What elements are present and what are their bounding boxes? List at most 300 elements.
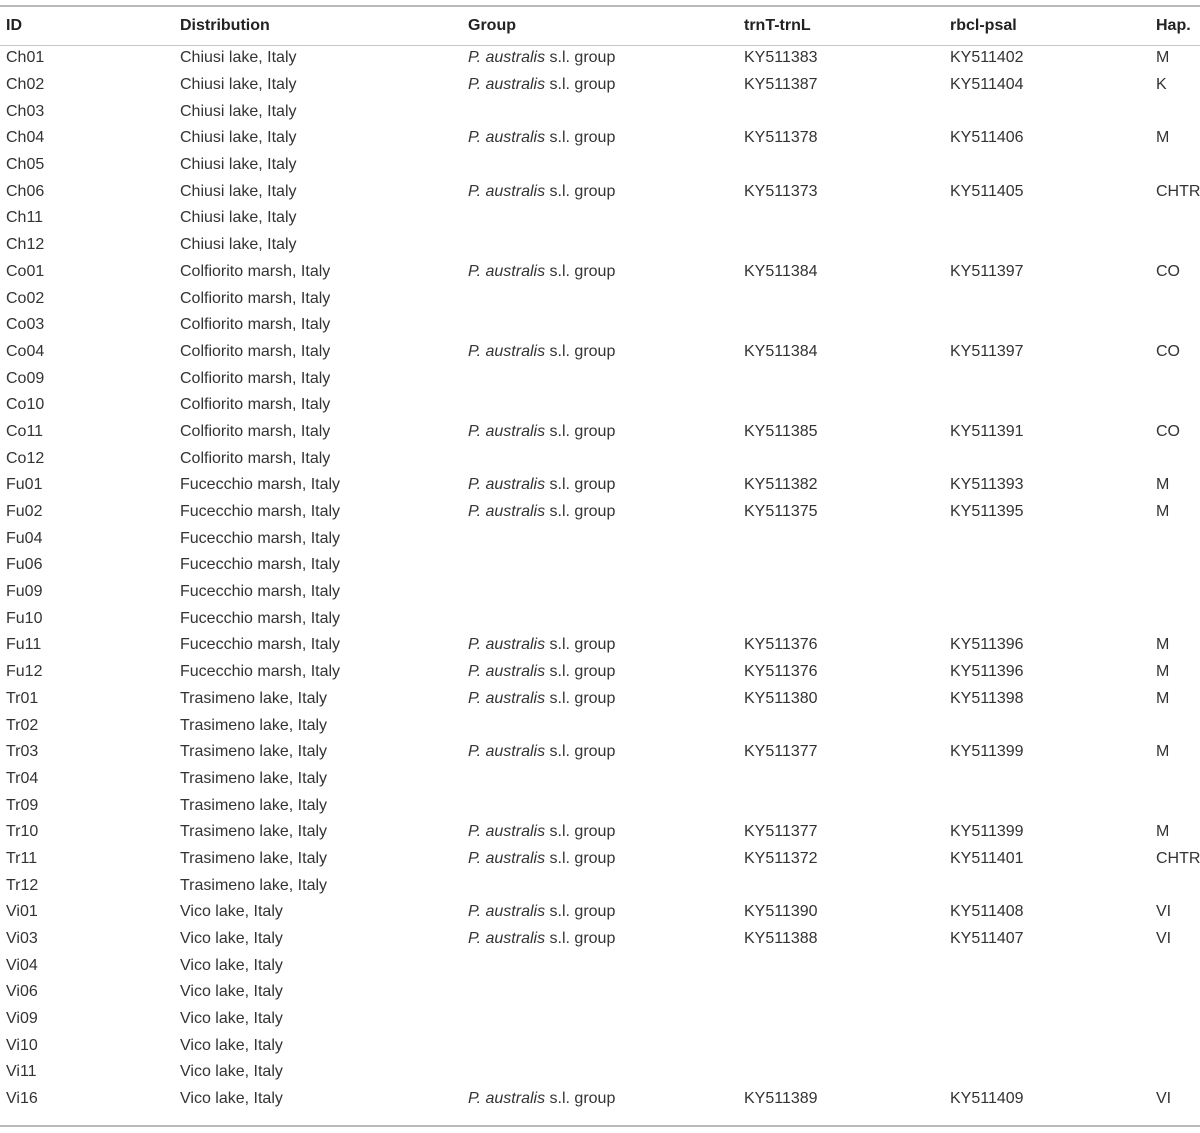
cell-group bbox=[468, 872, 744, 899]
cell-rbcl-psal bbox=[950, 98, 1156, 125]
species-name: P. australis bbox=[468, 1090, 546, 1108]
table-bottom-rule bbox=[0, 1125, 1200, 1127]
cell-id: Tr11 bbox=[6, 849, 38, 867]
cell-rbcl-psal bbox=[950, 579, 1156, 606]
cell-trnt-trnl: KY511387 bbox=[744, 76, 818, 94]
header-distribution: Distribution bbox=[180, 16, 270, 34]
cell-distribution: Chiusi lake, Italy bbox=[180, 76, 297, 94]
cell-distribution: Vico lake, Italy bbox=[180, 1036, 283, 1054]
cell-rbcl-psal: KY511401 bbox=[950, 849, 1024, 867]
cell-id: Vi03 bbox=[6, 930, 38, 948]
cell-distribution: Vico lake, Italy bbox=[180, 930, 283, 948]
table-row bbox=[0, 952, 1200, 979]
header-id: ID bbox=[6, 16, 22, 34]
table-row bbox=[0, 152, 1200, 179]
cell-distribution: Vico lake, Italy bbox=[180, 1090, 283, 1108]
cell-group bbox=[468, 819, 744, 846]
cell-trnt-trnl: KY511384 bbox=[744, 262, 818, 280]
cell-rbcl-psal bbox=[950, 365, 1156, 392]
table-row bbox=[0, 472, 1200, 499]
cell-distribution: Trasimeno lake, Italy bbox=[180, 796, 328, 814]
table-row bbox=[0, 1086, 1200, 1113]
group-suffix: s.l. group bbox=[545, 1090, 616, 1108]
cell-trnt-trnl bbox=[744, 952, 950, 979]
group-suffix: s.l. group bbox=[545, 49, 616, 67]
cell-id: Tr04 bbox=[6, 769, 39, 787]
cell-group bbox=[468, 712, 744, 739]
species-name: P. australis bbox=[468, 823, 546, 841]
cell-hap bbox=[1156, 312, 1200, 339]
cell-hap bbox=[1156, 872, 1200, 899]
cell-rbcl-psal: KY511404 bbox=[950, 76, 1024, 94]
cell-trnt-trnl bbox=[744, 552, 950, 579]
cell-hap bbox=[1156, 952, 1200, 979]
cell-distribution: Fucecchio marsh, Italy bbox=[180, 583, 341, 601]
cell-group bbox=[468, 525, 744, 552]
cell-group bbox=[468, 472, 744, 499]
species-name: P. australis bbox=[468, 342, 546, 360]
cell-distribution: Fucecchio marsh, Italy bbox=[180, 663, 341, 681]
cell-id: Tr02 bbox=[6, 716, 39, 734]
cell-id: Ch06 bbox=[6, 182, 45, 200]
table-row bbox=[0, 365, 1200, 392]
cell-id: Ch04 bbox=[6, 129, 45, 147]
cell-id: Vi06 bbox=[6, 983, 38, 1001]
table-row bbox=[0, 712, 1200, 739]
cell-trnt-trnl bbox=[744, 605, 950, 632]
cell-trnt-trnl bbox=[744, 525, 950, 552]
species-name: P. australis bbox=[468, 76, 546, 94]
cell-distribution: Vico lake, Italy bbox=[180, 1010, 283, 1028]
cell-rbcl-psal bbox=[950, 312, 1156, 339]
cell-trnt-trnl bbox=[744, 205, 950, 232]
table-row bbox=[0, 125, 1200, 152]
table-row bbox=[0, 766, 1200, 793]
cell-group bbox=[468, 392, 744, 419]
group-suffix: s.l. group bbox=[545, 503, 616, 521]
table-row bbox=[0, 899, 1200, 926]
cell-rbcl-psal bbox=[950, 445, 1156, 472]
species-name: P. australis bbox=[468, 129, 546, 147]
group-suffix: s.l. group bbox=[545, 743, 616, 761]
cell-hap bbox=[1156, 1006, 1200, 1033]
cell-id: Vi10 bbox=[6, 1036, 38, 1054]
cell-rbcl-psal bbox=[950, 285, 1156, 312]
cell-group bbox=[468, 72, 744, 99]
table-row bbox=[0, 979, 1200, 1006]
species-name: P. australis bbox=[468, 636, 546, 654]
cell-id: Fu02 bbox=[6, 503, 43, 521]
cell-trnt-trnl bbox=[744, 872, 950, 899]
cell-rbcl-psal bbox=[950, 1006, 1156, 1033]
cell-id: Fu11 bbox=[6, 636, 42, 654]
group-suffix: s.l. group bbox=[545, 129, 616, 147]
cell-rbcl-psal bbox=[950, 552, 1156, 579]
cell-hap bbox=[1156, 552, 1200, 579]
cell-hap bbox=[1156, 1032, 1200, 1059]
table-row bbox=[0, 552, 1200, 579]
header-group: Group bbox=[468, 16, 516, 34]
cell-distribution: Chiusi lake, Italy bbox=[180, 102, 297, 120]
table-row bbox=[0, 72, 1200, 99]
table-row bbox=[0, 392, 1200, 419]
cell-hap: M bbox=[1156, 823, 1170, 841]
header-hap: Hap. bbox=[1156, 16, 1191, 34]
cell-id: Co01 bbox=[6, 262, 45, 280]
cell-rbcl-psal bbox=[950, 605, 1156, 632]
cell-distribution: Colfiorito marsh, Italy bbox=[180, 369, 331, 387]
group-suffix: s.l. group bbox=[545, 636, 616, 654]
cell-hap: VI bbox=[1156, 1090, 1172, 1108]
cell-rbcl-psal: KY511391 bbox=[950, 422, 1024, 440]
cell-hap: VI bbox=[1156, 930, 1172, 948]
cell-hap bbox=[1156, 232, 1200, 259]
table-row bbox=[0, 1059, 1200, 1086]
species-name: P. australis bbox=[468, 422, 546, 440]
species-name: P. australis bbox=[468, 476, 546, 494]
cell-rbcl-psal bbox=[950, 872, 1156, 899]
cell-hap: VI bbox=[1156, 903, 1172, 921]
cell-rbcl-psal: KY511395 bbox=[950, 503, 1024, 521]
cell-distribution: Trasimeno lake, Italy bbox=[180, 823, 328, 841]
cell-group bbox=[468, 686, 744, 713]
cell-trnt-trnl bbox=[744, 312, 950, 339]
cell-hap bbox=[1156, 792, 1200, 819]
group-suffix: s.l. group bbox=[545, 823, 616, 841]
table-row bbox=[0, 525, 1200, 552]
table-row bbox=[0, 579, 1200, 606]
cell-trnt-trnl: KY511376 bbox=[744, 663, 818, 681]
cell-id: Vi11 bbox=[6, 1063, 37, 1081]
cell-distribution: Fucecchio marsh, Italy bbox=[180, 529, 341, 547]
cell-rbcl-psal: KY511409 bbox=[950, 1090, 1024, 1108]
cell-group bbox=[468, 312, 744, 339]
cell-trnt-trnl bbox=[744, 365, 950, 392]
cell-rbcl-psal: KY511396 bbox=[950, 636, 1024, 654]
cell-id: Tr10 bbox=[6, 823, 39, 841]
table-row bbox=[0, 792, 1200, 819]
cell-rbcl-psal: KY511397 bbox=[950, 262, 1024, 280]
cell-group bbox=[468, 339, 744, 366]
cell-group bbox=[468, 979, 744, 1006]
cell-group bbox=[468, 445, 744, 472]
cell-hap bbox=[1156, 98, 1200, 125]
table-body bbox=[0, 45, 1200, 1113]
cell-group bbox=[468, 926, 744, 953]
cell-trnt-trnl: KY511384 bbox=[744, 342, 818, 360]
cell-rbcl-psal bbox=[950, 1059, 1156, 1086]
table-row bbox=[0, 605, 1200, 632]
species-name: P. australis bbox=[468, 503, 546, 521]
cell-rbcl-psal: KY511405 bbox=[950, 182, 1024, 200]
group-suffix: s.l. group bbox=[545, 930, 616, 948]
species-name: P. australis bbox=[468, 930, 546, 948]
cell-id: Fu09 bbox=[6, 583, 43, 601]
cell-distribution: Fucecchio marsh, Italy bbox=[180, 556, 341, 574]
cell-rbcl-psal: KY511406 bbox=[950, 129, 1024, 147]
cell-rbcl-psal bbox=[950, 712, 1156, 739]
cell-group bbox=[468, 285, 744, 312]
group-suffix: s.l. group bbox=[545, 262, 616, 280]
cell-rbcl-psal bbox=[950, 792, 1156, 819]
group-suffix: s.l. group bbox=[545, 663, 616, 681]
cell-group bbox=[468, 178, 744, 205]
cell-group bbox=[468, 98, 744, 125]
cell-group bbox=[468, 899, 744, 926]
cell-hap bbox=[1156, 712, 1200, 739]
cell-hap: M bbox=[1156, 503, 1170, 521]
table-row bbox=[0, 1032, 1200, 1059]
cell-hap: CHTR bbox=[1156, 849, 1200, 867]
cell-distribution: Chiusi lake, Italy bbox=[180, 182, 297, 200]
cell-group bbox=[468, 1059, 744, 1086]
cell-rbcl-psal bbox=[950, 205, 1156, 232]
table-row bbox=[0, 419, 1200, 446]
cell-distribution: Fucecchio marsh, Italy bbox=[180, 636, 341, 654]
cell-group bbox=[468, 632, 744, 659]
cell-distribution: Fucecchio marsh, Italy bbox=[180, 503, 341, 521]
group-suffix: s.l. group bbox=[545, 182, 616, 200]
header-rbcl-psal: rbcl-psal bbox=[950, 16, 1017, 34]
table-row bbox=[0, 1006, 1200, 1033]
cell-rbcl-psal bbox=[950, 766, 1156, 793]
table-row bbox=[0, 445, 1200, 472]
cell-trnt-trnl: KY511377 bbox=[744, 743, 818, 761]
table-row bbox=[0, 285, 1200, 312]
table-row bbox=[0, 632, 1200, 659]
table-row bbox=[0, 872, 1200, 899]
table-row bbox=[0, 45, 1200, 72]
cell-id: Co02 bbox=[6, 289, 45, 307]
cell-id: Co11 bbox=[6, 422, 44, 440]
cell-id: Co09 bbox=[6, 369, 45, 387]
species-name: P. australis bbox=[468, 663, 546, 681]
cell-trnt-trnl bbox=[744, 1059, 950, 1086]
cell-hap bbox=[1156, 392, 1200, 419]
cell-hap: CO bbox=[1156, 262, 1180, 280]
cell-distribution: Colfiorito marsh, Italy bbox=[180, 289, 331, 307]
cell-group bbox=[468, 1086, 744, 1113]
cell-trnt-trnl: KY511376 bbox=[744, 636, 818, 654]
cell-group bbox=[468, 579, 744, 606]
cell-group bbox=[468, 499, 744, 526]
cell-group bbox=[468, 739, 744, 766]
cell-trnt-trnl: KY511385 bbox=[744, 422, 818, 440]
cell-trnt-trnl bbox=[744, 766, 950, 793]
cell-trnt-trnl: KY511373 bbox=[744, 182, 818, 200]
cell-id: Tr03 bbox=[6, 743, 39, 761]
cell-distribution: Colfiorito marsh, Italy bbox=[180, 316, 331, 334]
cell-trnt-trnl bbox=[744, 712, 950, 739]
cell-distribution: Fucecchio marsh, Italy bbox=[180, 476, 341, 494]
cell-group bbox=[468, 45, 744, 72]
cell-trnt-trnl: KY511389 bbox=[744, 1090, 818, 1108]
cell-group bbox=[468, 1032, 744, 1059]
cell-hap: M bbox=[1156, 743, 1170, 761]
cell-id: Fu10 bbox=[6, 609, 43, 627]
cell-id: Tr01 bbox=[6, 689, 39, 707]
cell-id: Ch11 bbox=[6, 209, 44, 227]
cell-trnt-trnl: KY511383 bbox=[744, 49, 818, 67]
cell-id: Ch02 bbox=[6, 76, 45, 94]
cell-rbcl-psal bbox=[950, 392, 1156, 419]
cell-trnt-trnl bbox=[744, 1032, 950, 1059]
cell-rbcl-psal bbox=[950, 232, 1156, 259]
table-row bbox=[0, 926, 1200, 953]
cell-distribution: Chiusi lake, Italy bbox=[180, 236, 297, 254]
cell-group bbox=[468, 605, 744, 632]
cell-group bbox=[468, 952, 744, 979]
cell-trnt-trnl: KY511390 bbox=[744, 903, 818, 921]
cell-hap: CO bbox=[1156, 342, 1180, 360]
cell-trnt-trnl: KY511382 bbox=[744, 476, 818, 494]
cell-trnt-trnl bbox=[744, 792, 950, 819]
species-name: P. australis bbox=[468, 262, 546, 280]
cell-hap: CHTR bbox=[1156, 182, 1200, 200]
cell-hap bbox=[1156, 525, 1200, 552]
cell-distribution: Trasimeno lake, Italy bbox=[180, 849, 328, 867]
cell-trnt-trnl bbox=[744, 232, 950, 259]
cell-trnt-trnl: KY511372 bbox=[744, 849, 818, 867]
species-name: P. australis bbox=[468, 849, 546, 867]
cell-rbcl-psal bbox=[950, 952, 1156, 979]
cell-group bbox=[468, 259, 744, 286]
cell-id: Fu12 bbox=[6, 663, 43, 681]
species-name: P. australis bbox=[468, 689, 546, 707]
cell-trnt-trnl bbox=[744, 445, 950, 472]
cell-rbcl-psal: KY511398 bbox=[950, 689, 1024, 707]
cell-hap: M bbox=[1156, 663, 1170, 681]
cell-hap: K bbox=[1156, 76, 1167, 94]
cell-distribution: Trasimeno lake, Italy bbox=[180, 689, 328, 707]
cell-group bbox=[468, 552, 744, 579]
cell-hap: M bbox=[1156, 689, 1170, 707]
cell-trnt-trnl: KY511375 bbox=[744, 503, 818, 521]
table-row bbox=[0, 846, 1200, 873]
cell-hap bbox=[1156, 979, 1200, 1006]
cell-distribution: Colfiorito marsh, Italy bbox=[180, 396, 331, 414]
cell-distribution: Colfiorito marsh, Italy bbox=[180, 262, 331, 280]
table-row bbox=[0, 499, 1200, 526]
cell-hap bbox=[1156, 205, 1200, 232]
cell-hap: M bbox=[1156, 129, 1170, 147]
cell-id: Tr09 bbox=[6, 796, 39, 814]
cell-rbcl-psal: KY511402 bbox=[950, 49, 1024, 67]
cell-trnt-trnl bbox=[744, 979, 950, 1006]
cell-group bbox=[468, 846, 744, 873]
cell-trnt-trnl bbox=[744, 392, 950, 419]
cell-id: Vi09 bbox=[6, 1010, 38, 1028]
cell-id: Co12 bbox=[6, 449, 45, 467]
cell-distribution: Colfiorito marsh, Italy bbox=[180, 342, 331, 360]
table-row bbox=[0, 178, 1200, 205]
group-suffix: s.l. group bbox=[545, 342, 616, 360]
cell-group bbox=[468, 205, 744, 232]
cell-rbcl-psal: KY511393 bbox=[950, 476, 1024, 494]
cell-hap bbox=[1156, 766, 1200, 793]
cell-distribution: Colfiorito marsh, Italy bbox=[180, 449, 331, 467]
species-name: P. australis bbox=[468, 743, 546, 761]
table-row bbox=[0, 205, 1200, 232]
group-suffix: s.l. group bbox=[545, 689, 616, 707]
cell-rbcl-psal bbox=[950, 1032, 1156, 1059]
cell-hap bbox=[1156, 1059, 1200, 1086]
header-row bbox=[0, 6, 1200, 45]
cell-rbcl-psal: KY511407 bbox=[950, 930, 1024, 948]
cell-group bbox=[468, 766, 744, 793]
cell-hap: M bbox=[1156, 476, 1170, 494]
cell-distribution: Vico lake, Italy bbox=[180, 983, 283, 1001]
cell-group bbox=[468, 365, 744, 392]
group-suffix: s.l. group bbox=[545, 903, 616, 921]
table-row bbox=[0, 232, 1200, 259]
cell-hap: M bbox=[1156, 49, 1170, 67]
cell-group bbox=[468, 152, 744, 179]
cell-hap bbox=[1156, 605, 1200, 632]
cell-group bbox=[468, 125, 744, 152]
cell-id: Fu04 bbox=[6, 529, 43, 547]
cell-rbcl-psal: KY511396 bbox=[950, 663, 1024, 681]
cell-hap bbox=[1156, 445, 1200, 472]
cell-trnt-trnl bbox=[744, 579, 950, 606]
cell-distribution: Trasimeno lake, Italy bbox=[180, 716, 328, 734]
cell-hap: CO bbox=[1156, 422, 1180, 440]
cell-id: Tr12 bbox=[6, 876, 39, 894]
table-row bbox=[0, 259, 1200, 286]
cell-rbcl-psal: KY511408 bbox=[950, 903, 1024, 921]
cell-distribution: Vico lake, Italy bbox=[180, 1063, 283, 1081]
cell-hap bbox=[1156, 285, 1200, 312]
cell-distribution: Colfiorito marsh, Italy bbox=[180, 422, 331, 440]
cell-group bbox=[468, 792, 744, 819]
cell-distribution: Trasimeno lake, Italy bbox=[180, 743, 328, 761]
table-row bbox=[0, 339, 1200, 366]
table-row bbox=[0, 659, 1200, 686]
cell-distribution: Chiusi lake, Italy bbox=[180, 209, 297, 227]
cell-hap: M bbox=[1156, 636, 1170, 654]
table-row bbox=[0, 819, 1200, 846]
cell-trnt-trnl bbox=[744, 98, 950, 125]
cell-trnt-trnl: KY511388 bbox=[744, 930, 818, 948]
cell-trnt-trnl: KY511377 bbox=[744, 823, 818, 841]
cell-distribution: Trasimeno lake, Italy bbox=[180, 876, 328, 894]
cell-id: Ch12 bbox=[6, 236, 45, 254]
cell-rbcl-psal bbox=[950, 152, 1156, 179]
cell-distribution: Vico lake, Italy bbox=[180, 956, 283, 974]
cell-rbcl-psal: KY511397 bbox=[950, 342, 1024, 360]
cell-trnt-trnl: KY511378 bbox=[744, 129, 818, 147]
cell-group bbox=[468, 232, 744, 259]
cell-group bbox=[468, 659, 744, 686]
cell-hap bbox=[1156, 365, 1200, 392]
cell-hap bbox=[1156, 579, 1200, 606]
cell-distribution: Chiusi lake, Italy bbox=[180, 156, 297, 174]
cell-rbcl-psal bbox=[950, 979, 1156, 1006]
group-suffix: s.l. group bbox=[545, 76, 616, 94]
cell-id: Ch03 bbox=[6, 102, 45, 120]
species-name: P. australis bbox=[468, 49, 546, 67]
cell-distribution: Trasimeno lake, Italy bbox=[180, 769, 328, 787]
cell-hap bbox=[1156, 152, 1200, 179]
cell-id: Co03 bbox=[6, 316, 45, 334]
cell-id: Co10 bbox=[6, 396, 45, 414]
cell-id: Ch01 bbox=[6, 49, 45, 67]
cell-id: Vi04 bbox=[6, 956, 38, 974]
table-row bbox=[0, 686, 1200, 713]
species-name: P. australis bbox=[468, 903, 546, 921]
cell-distribution: Chiusi lake, Italy bbox=[180, 129, 297, 147]
cell-rbcl-psal: KY511399 bbox=[950, 743, 1024, 761]
